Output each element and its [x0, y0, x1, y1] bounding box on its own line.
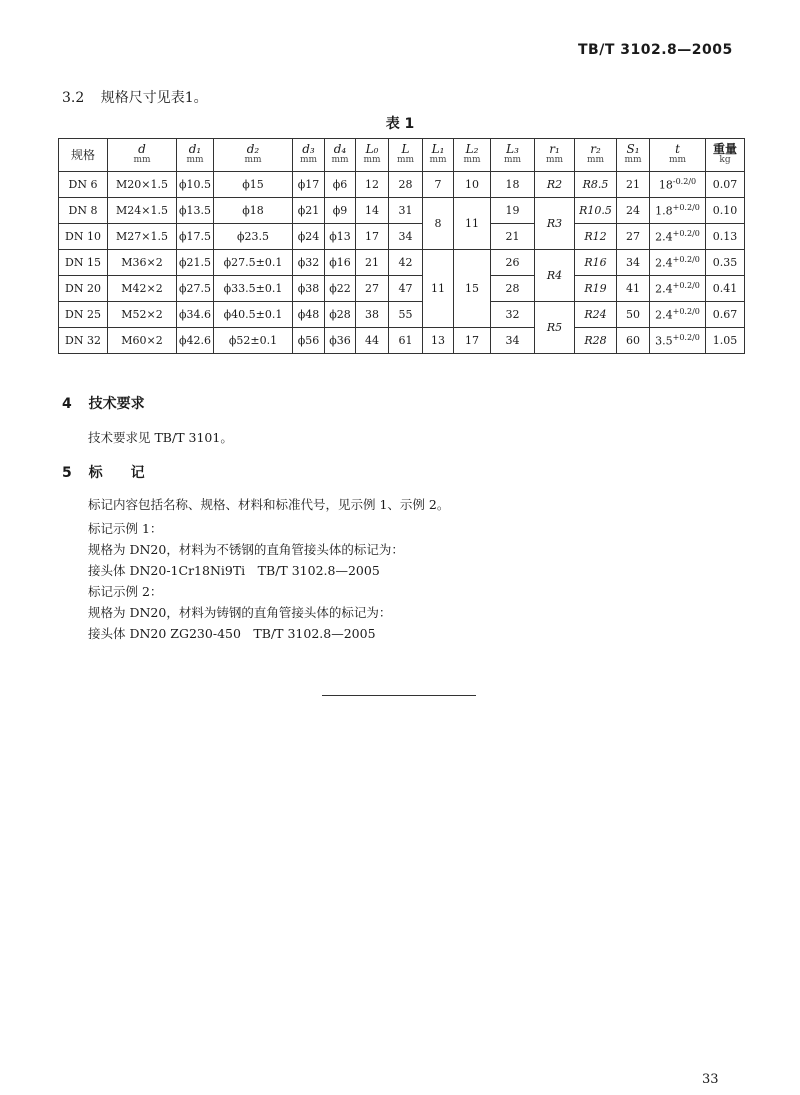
cell-r2: R28	[575, 328, 617, 354]
cell-spec: DN 25	[59, 302, 108, 328]
cell-S1: 41	[617, 276, 650, 302]
table-row	[59, 250, 745, 276]
section-4-heading	[62, 393, 145, 413]
cell-d3: ϕ24	[293, 224, 325, 250]
cell-d: M60×2	[108, 328, 177, 354]
cell-r2: R19	[575, 276, 617, 302]
cell-spec: DN 10	[59, 224, 108, 250]
section-3-2-text: 规格尺寸见表1。	[100, 90, 208, 106]
section-4-text: 技术要求见 TB/T 3101。	[88, 430, 233, 445]
cell-S1: 27	[617, 224, 650, 250]
cell-d3: ϕ17	[293, 172, 325, 198]
cell-d1: ϕ34.6	[177, 302, 214, 328]
cell-L: 31	[389, 198, 423, 224]
cell-S1: 24	[617, 198, 650, 224]
section-5-line: 规格为 DN20，材料为不锈钢的直角管接头体的标记为：	[88, 542, 404, 557]
cell-L0: 21	[356, 250, 389, 276]
cell-weight: 0.67	[706, 302, 745, 328]
cell-d2: ϕ27.5±0.1	[214, 250, 293, 276]
cell-spec: DN 15	[59, 250, 108, 276]
section-4-title: 技术要求	[88, 396, 145, 412]
section-5-line: 接头体 DN20-1Cr18Ni9Ti TB/T 3102.8—2005	[88, 563, 380, 578]
cell-d: M36×2	[108, 250, 177, 276]
section-4-number: 4	[62, 396, 72, 412]
cell-d3: ϕ48	[293, 302, 325, 328]
cell-L2: 17	[454, 328, 491, 354]
cell-L2: 15	[454, 250, 491, 328]
cell-d4: ϕ13	[325, 224, 356, 250]
col-header: d₃ mm	[293, 139, 325, 172]
col-header: L₀ mm	[356, 139, 389, 172]
cell-r1: R4	[535, 250, 575, 302]
cell-d: M52×2	[108, 302, 177, 328]
cell-spec: DN 32	[59, 328, 108, 354]
cell-L2: 10	[454, 172, 491, 198]
cell-L: 55	[389, 302, 423, 328]
cell-d4: ϕ6	[325, 172, 356, 198]
table-header-row	[59, 139, 745, 172]
cell-S1: 60	[617, 328, 650, 354]
cell-L2: 11	[454, 198, 491, 250]
cell-d4: ϕ28	[325, 302, 356, 328]
table-row	[59, 198, 745, 224]
cell-d1: ϕ42.6	[177, 328, 214, 354]
col-header: L mm	[389, 139, 423, 172]
cell-weight: 0.41	[706, 276, 745, 302]
cell-d2: ϕ18	[214, 198, 293, 224]
cell-L: 34	[389, 224, 423, 250]
col-header: L₂ mm	[454, 139, 491, 172]
cell-d: M20×1.5	[108, 172, 177, 198]
section-5-heading	[62, 462, 145, 482]
cell-L0: 27	[356, 276, 389, 302]
cell-r2: R16	[575, 250, 617, 276]
cell-r2: R24	[575, 302, 617, 328]
cell-t: $3.5^{+0.2/0}$	[650, 328, 706, 354]
page-number: 33	[702, 1072, 719, 1087]
cell-t: $2.4^{+0.2/0}$	[650, 302, 706, 328]
col-header: r₂ mm	[575, 139, 617, 172]
cell-d4: ϕ16	[325, 250, 356, 276]
cell-L0: 12	[356, 172, 389, 198]
section-3-2-number: 3.2	[62, 90, 85, 106]
cell-r2: R12	[575, 224, 617, 250]
cell-d4: ϕ22	[325, 276, 356, 302]
cell-spec: DN 6	[59, 172, 108, 198]
cell-S1: 50	[617, 302, 650, 328]
cell-t: $1.8^{+0.2/0}$	[650, 198, 706, 224]
table-row	[59, 276, 745, 302]
cell-L3: 34	[491, 328, 535, 354]
cell-d1: ϕ10.5	[177, 172, 214, 198]
col-header: 规格	[59, 139, 108, 172]
cell-weight: 0.10	[706, 198, 745, 224]
cell-L1: 7	[423, 172, 454, 198]
cell-L0: 14	[356, 198, 389, 224]
cell-d2: ϕ33.5±0.1	[214, 276, 293, 302]
cell-L1: 11	[423, 250, 454, 328]
cell-d3: ϕ32	[293, 250, 325, 276]
col-header: d₄ mm	[325, 139, 356, 172]
cell-L3: 32	[491, 302, 535, 328]
table-caption: 表 1	[385, 116, 415, 132]
table-row	[59, 328, 745, 354]
cell-d3: ϕ38	[293, 276, 325, 302]
cell-L0: 17	[356, 224, 389, 250]
cell-d2: ϕ23.5	[214, 224, 293, 250]
cell-S1: 21	[617, 172, 650, 198]
cell-L0: 38	[356, 302, 389, 328]
table-row	[59, 172, 745, 198]
cell-L3: 28	[491, 276, 535, 302]
cell-weight: 0.35	[706, 250, 745, 276]
standard-code-header: TB/T 3102.8—2005	[578, 42, 733, 58]
cell-r2: R10.5	[575, 198, 617, 224]
cell-r1: R2	[535, 172, 575, 198]
col-header: r₁ mm	[535, 139, 575, 172]
cell-d2: ϕ15	[214, 172, 293, 198]
cell-d: M42×2	[108, 276, 177, 302]
section-5-line: 接头体 DN20 ZG230-450 TB/T 3102.8—2005	[88, 626, 376, 641]
cell-weight: 0.13	[706, 224, 745, 250]
cell-d: M24×1.5	[108, 198, 177, 224]
cell-spec: DN 8	[59, 198, 108, 224]
col-header: d₂ mm	[214, 139, 293, 172]
col-header: L₁ mm	[423, 139, 454, 172]
cell-L3: 26	[491, 250, 535, 276]
cell-L: 47	[389, 276, 423, 302]
cell-t: $2.4^{+0.2/0}$	[650, 276, 706, 302]
cell-L: 42	[389, 250, 423, 276]
section-5-number: 5	[62, 465, 72, 481]
cell-d3: ϕ56	[293, 328, 325, 354]
cell-d1: ϕ27.5	[177, 276, 214, 302]
section-5-line: 标记内容包括名称、规格、材料和标准代号，见示例 1、示例 2。	[88, 497, 450, 512]
cell-L: 28	[389, 172, 423, 198]
cell-L3: 21	[491, 224, 535, 250]
cell-weight: 1.05	[706, 328, 745, 354]
cell-d2: ϕ52±0.1	[214, 328, 293, 354]
section-3-2	[62, 87, 208, 107]
cell-weight: 0.07	[706, 172, 745, 198]
cell-t: $2.4^{+0.2/0}$	[650, 224, 706, 250]
col-header: d mm	[108, 139, 177, 172]
cell-d1: ϕ13.5	[177, 198, 214, 224]
cell-d3: ϕ21	[293, 198, 325, 224]
cell-d: M27×1.5	[108, 224, 177, 250]
col-header: S₁ mm	[617, 139, 650, 172]
cell-L1: 13	[423, 328, 454, 354]
cell-d1: ϕ17.5	[177, 224, 214, 250]
cell-d2: ϕ40.5±0.1	[214, 302, 293, 328]
section-5-line: 标记示例 1：	[88, 521, 163, 536]
cell-spec: DN 20	[59, 276, 108, 302]
section-5-line: 标记示例 2：	[88, 584, 163, 599]
cell-t: $2.4^{+0.2/0}$	[650, 250, 706, 276]
cell-L1: 8	[423, 198, 454, 250]
section-5-title: 标 记	[88, 465, 145, 481]
cell-L3: 19	[491, 198, 535, 224]
cell-r1: R3	[535, 198, 575, 250]
table-row	[59, 302, 745, 328]
end-separator-line	[322, 695, 476, 696]
cell-d4: ϕ36	[325, 328, 356, 354]
cell-d4: ϕ9	[325, 198, 356, 224]
col-header: 重量 kg	[706, 139, 745, 172]
cell-S1: 34	[617, 250, 650, 276]
cell-r2: R8.5	[575, 172, 617, 198]
col-header: t mm	[650, 139, 706, 172]
cell-L0: 44	[356, 328, 389, 354]
cell-L3: 18	[491, 172, 535, 198]
section-5-line: 规格为 DN20，材料为铸钢的直角管接头体的标记为：	[88, 605, 392, 620]
col-header: L₃ mm	[491, 139, 535, 172]
table-row	[59, 224, 745, 250]
cell-L: 61	[389, 328, 423, 354]
spec-table	[58, 138, 745, 354]
col-header: d₁ mm	[177, 139, 214, 172]
cell-t: $18^{-0.2/0}$	[650, 172, 706, 198]
cell-d1: ϕ21.5	[177, 250, 214, 276]
cell-r1: R5	[535, 302, 575, 354]
